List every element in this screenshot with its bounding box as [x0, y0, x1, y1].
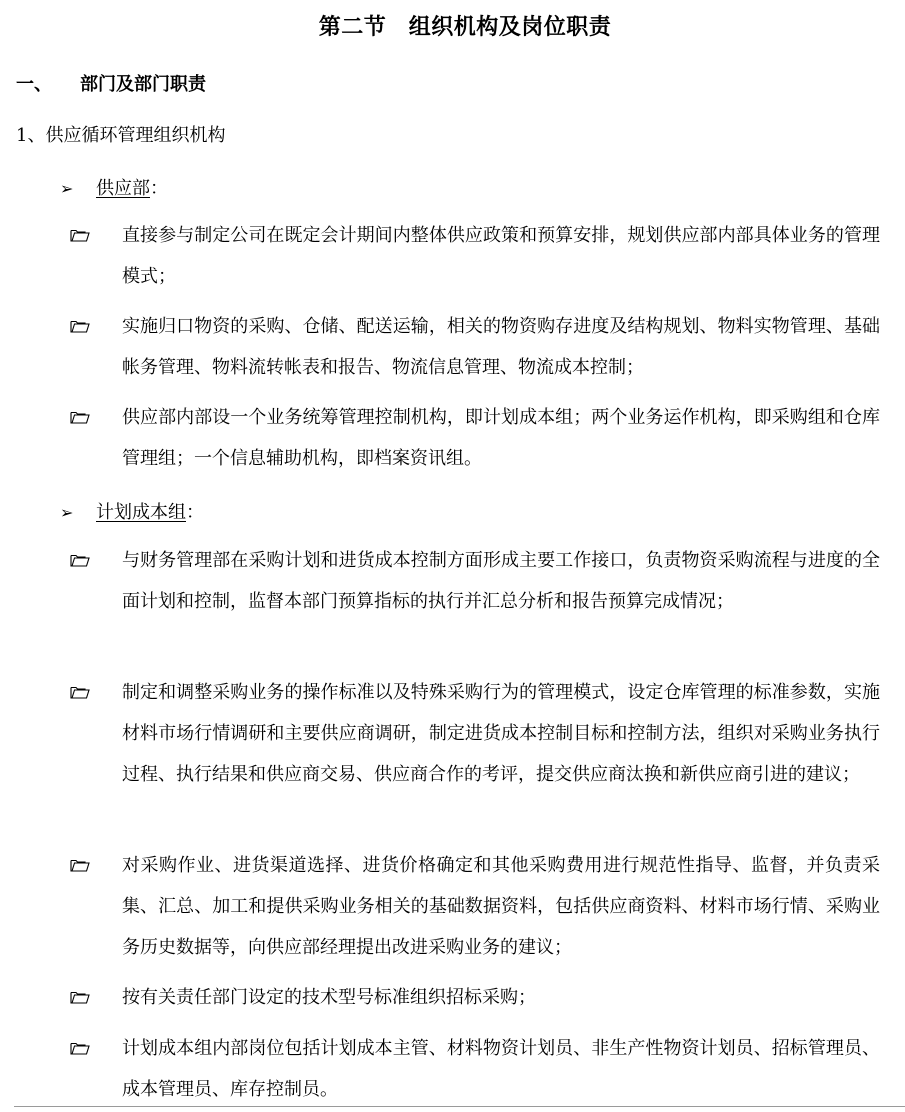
folder-icon — [68, 977, 98, 1018]
list-item — [68, 306, 880, 388]
arrow-bullet-icon: ➢ — [60, 179, 74, 198]
group-heading-supply-dept — [60, 174, 168, 200]
list-item — [68, 1028, 880, 1110]
page-title: 第二节 组织机构及岗位职责 — [318, 14, 612, 40]
group-name: 计划成本组 — [96, 502, 186, 523]
list-item — [68, 977, 880, 1018]
footer-divider — [14, 1106, 905, 1107]
list-item-text: 对采购作业、进货渠道选择、进货价格确定和其他采购费用进行规范性指导、监督，并负责采集、汇总、加工和提供采购业务相关的基础数据资料，包括供应商资料、材料市场行情、采购业务历史数据等，向供应部经理提出改进采购业务的建议； — [122, 855, 880, 958]
list-item-text: 与财务管理部在采购计划和进货成本控制方面形成主要工作接口，负责物资采购流程与进度的全面计划和控制，监督本部门预算指标的执行并汇总分析和报告预算完成情况； — [122, 550, 880, 612]
list-item-text: 实施归口物资的采购、仓储、配送运输，相关的物资购存进度及结构规划、物料实物管理、基础帐务管理、物料流转帐表和报告、物流信息管理、物流成本控制； — [122, 316, 880, 378]
list-item-text: 计划成本组内部岗位包括计划成本主管、材料物资计划员、非生产性物资计划员、招标管理员、成本管理员、库存控制员。 — [122, 1038, 880, 1100]
list-item — [68, 397, 880, 479]
list-item — [68, 215, 880, 297]
section-heading — [16, 70, 206, 96]
folder-icon — [68, 845, 98, 886]
list-item-text: 供应部内部设一个业务统筹管理控制机构，即计划成本组；两个业务运作机构，即采购组和仓库管理组；一个信息辅助机构，即档案资讯组。 — [122, 407, 880, 469]
list-item-text: 制定和调整采购业务的操作标准以及特殊采购行为的管理模式，设定仓库管理的标准参数，实施材料市场行情调研和主要供应商调研，制定进货成本控制目标和控制方法，组织对采购业务执行过程、执行结果和供应商交易、供应商合作的考评，提交供应商汰换和新供应商引进的建议； — [122, 682, 880, 785]
group-suffix: ： — [150, 178, 168, 199]
subsection-heading: 1、供应循环管理组织机构 — [16, 125, 226, 146]
list-item — [68, 540, 880, 622]
folder-icon — [68, 1028, 98, 1069]
list-item-text: 直接参与制定公司在既定会计期间内整体供应政策和预算安排，规划供应部内部具体业务的管理模式； — [122, 225, 880, 287]
section-heading-text: 部门及部门职责 — [80, 74, 206, 95]
folder-icon — [68, 306, 98, 347]
folder-icon — [68, 672, 98, 713]
group-name: 供应部 — [96, 178, 150, 199]
list-item-text: 按有关责任部门设定的技术型号标准组织招标采购； — [122, 987, 536, 1008]
group-suffix: ： — [186, 502, 204, 523]
folder-icon — [68, 215, 98, 256]
list-item — [68, 672, 880, 795]
folder-icon — [68, 540, 98, 581]
group-heading-planning-cost — [60, 498, 204, 524]
folder-icon — [68, 397, 98, 438]
section-number: 一、 — [16, 74, 52, 95]
list-item — [68, 845, 880, 968]
arrow-bullet-icon: ➢ — [60, 503, 74, 522]
